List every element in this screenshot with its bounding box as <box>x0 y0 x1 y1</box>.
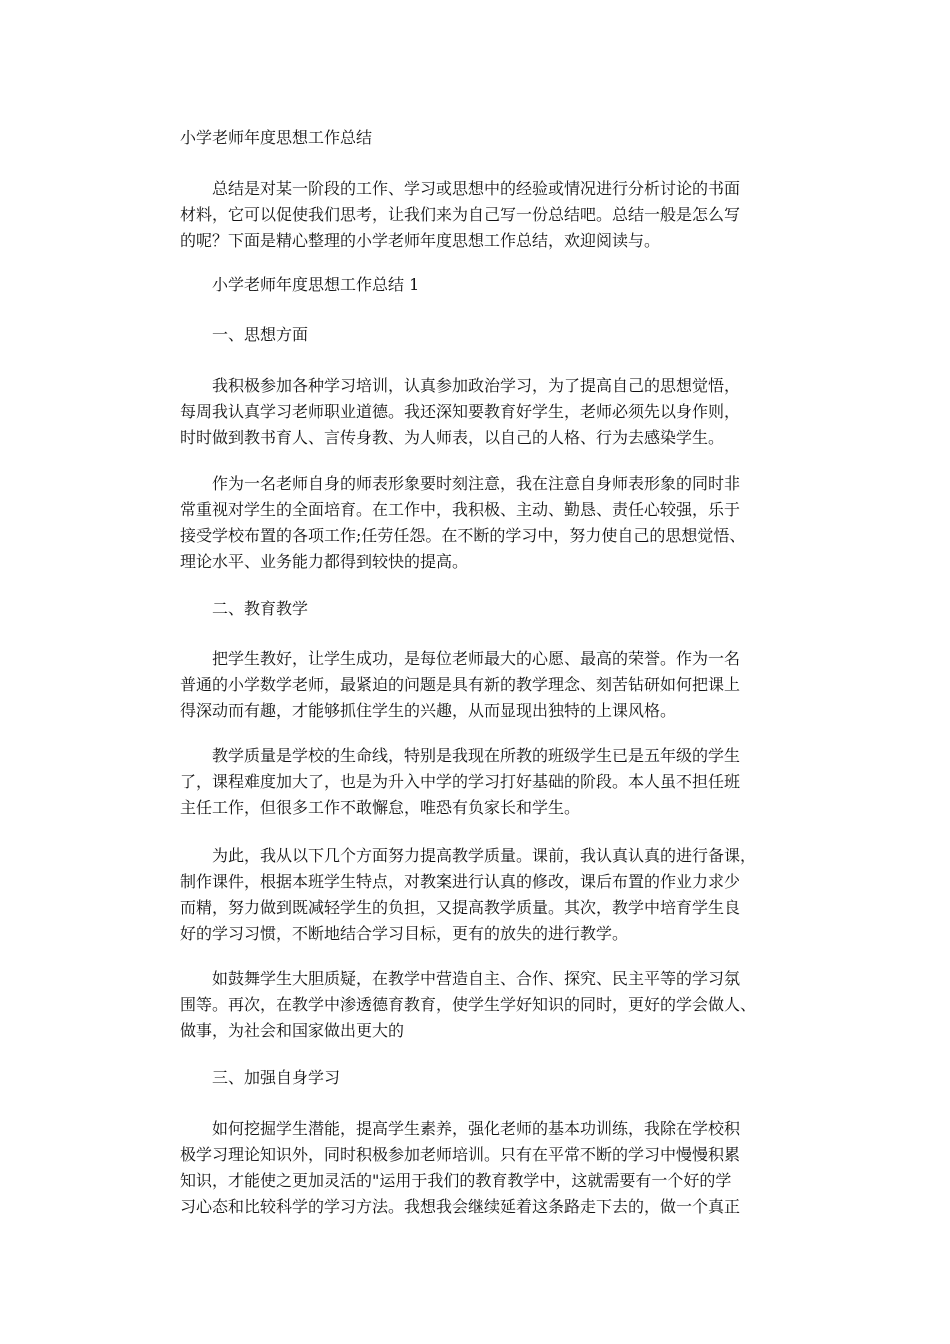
text-line: 极学习理论知识外，同时积极参加老师培训。只有在平常不断的学习中慢慢积累 <box>180 1145 741 1164</box>
text-line: 如何挖掘学生潜能，提高学生素养，强化老师的基本功训练，我除在学校积 <box>180 1119 741 1138</box>
text-line: 围等。再次，在教学中渗透德育教育，使学生学好知识的同时，更好的学会做人、 <box>180 995 757 1014</box>
section-3-heading <box>180 1065 780 1091</box>
text-line: 把学生教好，让学生成功，是每位老师最大的心愿、最高的荣誉。作为一名 <box>180 649 741 668</box>
text-line: 习心态和比较科学的学习方法。我想我会继续延着这条路走下去的，做一个真正 <box>180 1197 741 1216</box>
text-line: 好的学习习惯，不断地结合学习目标，更有的放失的进行教学。 <box>180 924 629 943</box>
text-line: 知识，才能使之更加灵活的"运用于我们的教育教学中，这就需要有一个好的学 <box>180 1171 732 1190</box>
text-line: 接受学校布置的各项工作;任劳任怨。在不断的学习中，努力使自己的思想觉悟、 <box>180 526 746 545</box>
section-3-paragraph-1 <box>180 1116 780 1220</box>
section-2-heading <box>180 596 780 622</box>
text-line: 主任工作，但很多工作不敢懈怠，唯恐有负家长和学生。 <box>180 798 581 817</box>
text-line: 普通的小学数学老师，最紧迫的问题是具有新的教学理念、刻苦钻研如何把课上 <box>180 675 741 694</box>
section-2-paragraph-3 <box>180 843 780 947</box>
document-title <box>180 125 780 151</box>
text-line: 而精，努力做到既减轻学生的负担，又提高教学质量。其次，教学中培育学生良 <box>180 898 741 917</box>
section-2-paragraph-1 <box>180 646 780 724</box>
text-line: 总结是对某一阶段的工作、学习或思想中的经验或情况进行分析讨论的书面 <box>180 179 741 198</box>
text-line: 的呢？下面是精心整理的小学老师年度思想工作总结，欢迎阅读与。 <box>180 231 661 250</box>
text-line: 每周我认真学习老师职业道德。我还深知要教育好学生，老师必须先以身作则， <box>180 402 741 421</box>
text-line: 理论水平、业务能力都得到较快的提高。 <box>180 552 469 571</box>
text-line: 作为一名老师自身的师表形象要时刻注意，我在注意自身师表形象的同时非 <box>180 474 741 493</box>
text-line: 如鼓舞学生大胆质疑，在教学中营造自主、合作、探究、民主平等的学习氛 <box>180 969 741 988</box>
section-1-heading <box>180 322 780 348</box>
text-line: 教学质量是学校的生命线，特别是我现在所教的班级学生已是五年级的学生 <box>180 746 741 765</box>
text-line: 小学老师年度思想工作总结 1 <box>180 275 420 294</box>
section-1-paragraph-1 <box>180 373 780 451</box>
text-line: 一、思想方面 <box>180 325 309 344</box>
text-line: 二、教育教学 <box>180 599 309 618</box>
text-line: 三、加强自身学习 <box>180 1068 341 1087</box>
text-line: 时时做到教书育人、言传身教、为人师表，以自己的人格、行为去感染学生。 <box>180 428 725 447</box>
text-line: 常重视对学生的全面培育。在工作中，我积极、主动、勤恳、责任心较强，乐于 <box>180 500 741 519</box>
subtitle-1 <box>180 272 780 298</box>
section-2-paragraph-4 <box>180 966 780 1044</box>
text-line: 小学老师年度思想工作总结 <box>180 128 373 147</box>
text-line: 得深动而有趣，才能够抓住学生的兴趣，从而显现出独特的上课风格。 <box>180 701 677 720</box>
text-line: 了，课程难度加大了，也是为升入中学的学习打好基础的阶段。本人虽不担任班 <box>180 772 741 791</box>
text-line: 制作课件，根据本班学生特点，对教案进行认真的修改，课后布置的作业力求少 <box>180 872 741 891</box>
section-2-paragraph-2 <box>180 743 780 821</box>
text-line: 为此，我从以下几个方面努力提高教学质量。课前，我认真认真的进行备课， <box>180 846 757 865</box>
text-line: 我积极参加各种学习培训，认真参加政治学习，为了提高自己的思想觉悟， <box>180 376 741 395</box>
text-line: 材料，它可以促使我们思考，让我们来为自己写一份总结吧。总结一般是怎么写 <box>180 205 741 224</box>
text-line: 做事，为社会和国家做出更大的 <box>180 1021 405 1040</box>
intro-paragraph <box>180 176 780 254</box>
section-1-paragraph-2 <box>180 471 780 575</box>
